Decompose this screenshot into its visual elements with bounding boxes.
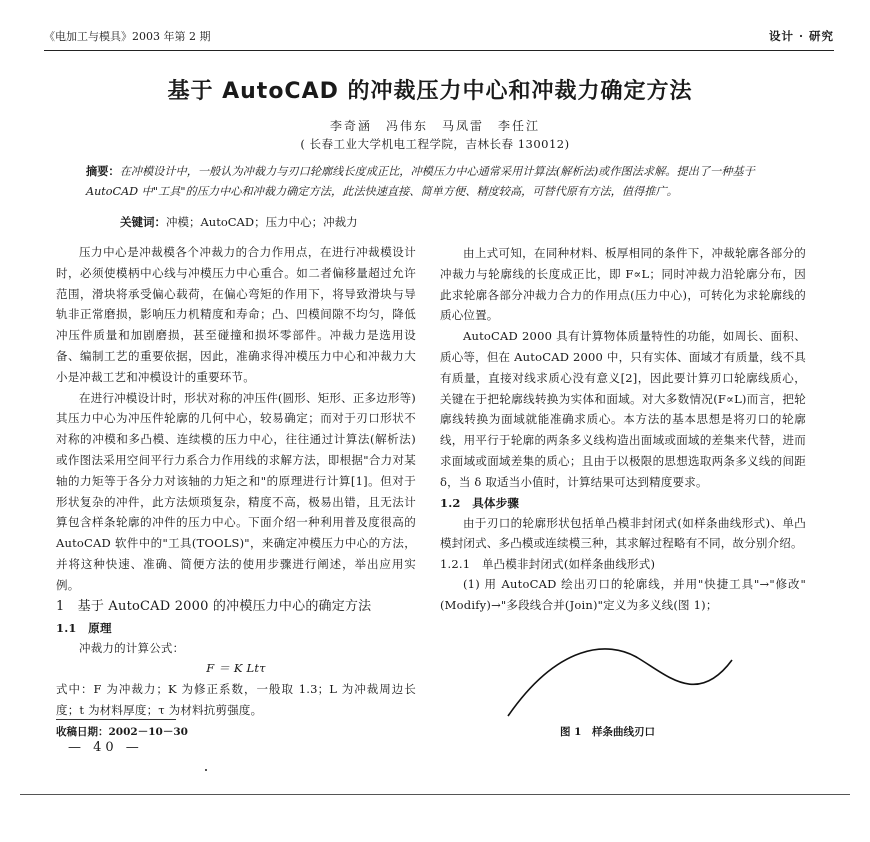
abstract-text: 在冲模设计中，一般认为冲裁力与刃口轮廓线长度成正比，冲模压力中心通常采用计算法(解析法)或作图法求解。提出了一种基于 AutoCAD 中"工具"的压力中心和冲裁力确定方法，此法快速直接、简单方便、精度较高，可替代原有方法，值得推广。 [86, 165, 755, 198]
body-paragraph: 由于刃口的轮廓形状包括单凸模非封闭式(如样条曲线形式)、单凸模封闭式、多凸模或连续模三种，其求解过程略有不同，故分别介绍。 [440, 515, 806, 551]
body-paragraph: 在进行冲模设计时，形状对称的冲压件(圆形、矩形、正多边形等)其压力中心为冲压件轮廓的几何中心，较易确定；而对于刃口形状不对称的冲模和多凸模、连续模的压力中心，往往通过计算法(解析法)或作图法采用空间平行力系合力作用线的求解方法，即根据"合力对某轴的力矩等于各分力对该轴的力矩之和"的原理进行计算[1]。但对于形状复杂的冲件，此方法烦琐复杂，精度不高，极易出错，且无法计算包含样条轮廓的冲件的压力中心。下面介绍一种利用普及度很高的 AutoCAD 软件中的"工具(TOOLS)"，来确定冲模压力中心的方法，并将这种快速、准确、简便方法的使用步骤进行阐述，举出应用实例。 [56, 390, 416, 592]
body-paragraph: 式中：F 为冲裁力；K 为修正系数，一般取 1.3；L 为冲裁周边长度；t 为材料厚度；τ 为材料抗剪强度。 [56, 682, 416, 717]
keywords-text: 冲模；AutoCAD；压力中心；冲裁力 [166, 215, 358, 229]
running-header [44, 28, 834, 51]
right-column [440, 243, 806, 616]
subsubsection-heading: 1.2.1 单凸模非封闭式(如样条曲线形式) [440, 557, 656, 572]
bottom-divider [20, 794, 850, 795]
abstract-label: 摘要： [86, 164, 120, 178]
page-number: — 40 — [68, 740, 143, 755]
affiliation: ( 长春工业大学机电工程学院，吉林长春 130012) [300, 137, 570, 151]
speck [205, 769, 207, 771]
spline-cutting-edge-figure [498, 640, 738, 720]
section-label: 设计 · 研究 [768, 29, 834, 43]
figure-caption: 图 1 样条曲线刃口 [560, 726, 655, 738]
body-paragraph: 由上式可知，在同种材料、板厚相同的条件下，冲裁轮廓各部分的冲裁力与轮廓线的长度成正比，即 F∝L；同时冲裁力沿轮廓分布，因此求轮廓各部分冲裁力合力的作用点(压力中心)，可转化为求轮廓线的质心位置。 [440, 246, 806, 323]
left-column [56, 242, 416, 721]
abstract [86, 162, 786, 201]
spline-curve [508, 649, 732, 716]
keywords [120, 214, 780, 230]
author-list: 李奇涵 冯伟东 马凤雷 李任江 [329, 119, 540, 133]
formula: F ＝ K Ltτ [206, 661, 266, 676]
received-date: 收稿日期：2002－10－30 [56, 726, 188, 738]
journal-info: 《电加工与模具》2003 年第 2 期 [44, 30, 211, 43]
subsection-heading: 1.2 具体步骤 [440, 495, 520, 510]
paper-title: 基于 AutoCAD 的冲裁压力中心和冲裁力确定方法 [167, 79, 693, 104]
section-heading: 1 基于 AutoCAD 2000 的冲模压力中心的确定方法 [56, 598, 372, 614]
body-paragraph: AutoCAD 2000 具有计算物体质量特性的功能，如周长、面积、质心等，但在 AutoCAD 2000 中，只有实体、面域才有质量，线不具有质量，直接对线求质心没有意义[2]，因此要计算刃口轮廓线质心，关键在于把轮廓线转换为实体和面域。对大多数情况(F∝L)而言，把轮廓线转换为面域就能准确求质心。本方法的基本思想是将刃口的轮廓线，用平行于轮廓的两条多义线构造出面域或面域的差集来代替，进而求面域或面域差集的质心；且由于以极限的思想选取两条多义线的间距 δ，当 δ 取适当小值时，计算结果可达到精度要求。 [440, 329, 806, 489]
keywords-label: 关键词： [120, 215, 166, 229]
body-paragraph: 冲裁力的计算公式： [79, 640, 185, 655]
body-paragraph: 压力中心是冲裁模各个冲裁力的合力作用点，在进行冲裁模设计时，必须使模柄中心线与冲模压力中心重合。如二者偏移量超过允许范围，滑块将承受偏心载荷，在偏心弯矩的作用下，将导致滑块与导轨非正常磨损，影响压力机精度和寿命；凸、凹模间隙不均匀，降低冲压件质量和加剧磨损，甚至碰撞和损坏零部件。冲裁力是选用设备、编制工艺的重要依据，因此，准确求得冲模压力中心和冲裁力大小是冲裁工艺和冲模设计的重要环节。 [56, 245, 416, 384]
footnote-divider [56, 719, 176, 720]
subsection-heading: 1.1 原理 [56, 620, 112, 635]
body-paragraph: (1) 用 AutoCAD 绘出刃口的轮廓线，并用"快捷工具"→"修改"(Modify)→"多段线合并(Join)"定义为多义线(图 1)； [440, 577, 806, 612]
